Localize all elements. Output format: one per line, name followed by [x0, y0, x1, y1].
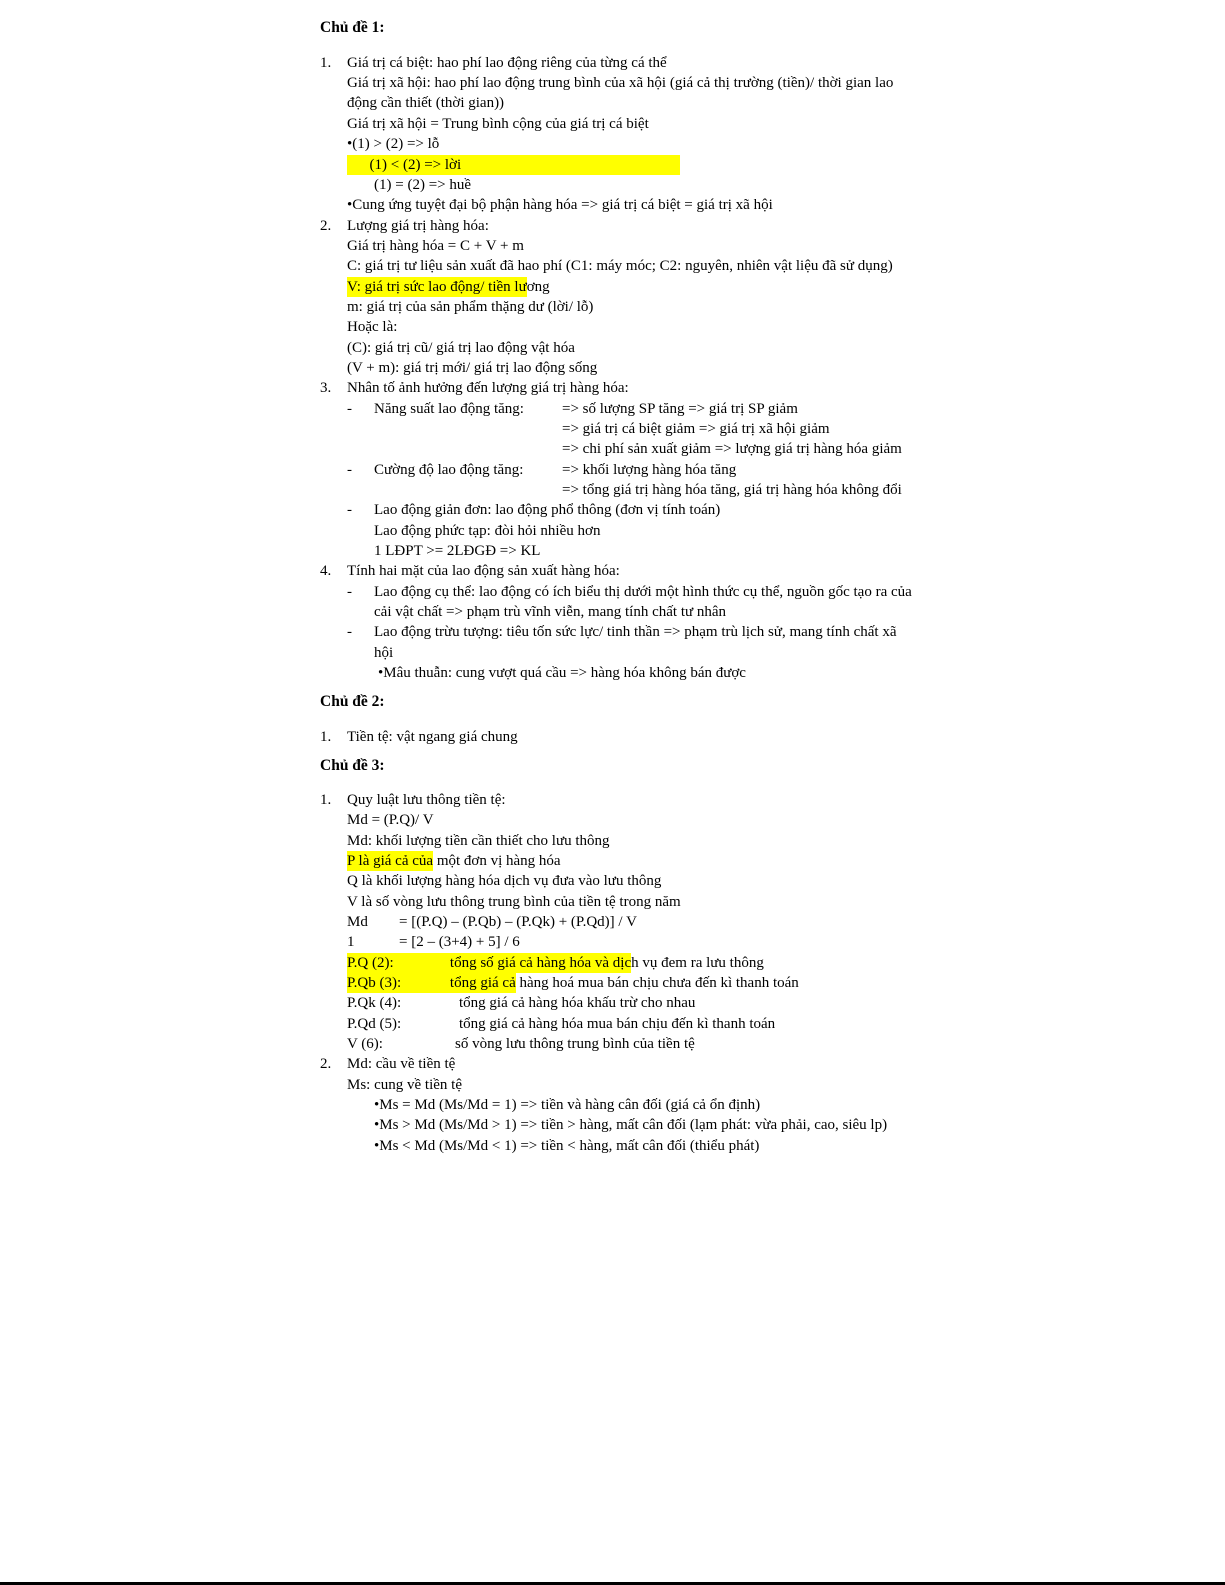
text-line: •Ms < Md (Ms/Md < 1) => tiền < hàng, mất cân đối (thiểu phát) [374, 1138, 760, 1154]
text-line: Md = (P.Q)/ V [347, 812, 434, 828]
text-line: Năng suất lao động tăng: [374, 401, 524, 417]
text-line: => chi phí sản xuất giảm => lượng giá trị hàng hóa giảm [562, 441, 902, 457]
text-line: 1 [347, 934, 355, 950]
text-continuation: một đơn vị hàng hóa [433, 853, 561, 869]
text-line: Hoặc là: [347, 319, 398, 335]
text-line: •(1) > (2) => lỗ [347, 136, 440, 152]
text-line: Giá trị hàng hóa = C + V + m [347, 238, 524, 254]
text-line: P.Qk (4): [347, 995, 402, 1011]
text-line: = [2 – (3+4) + 5] / 6 [399, 934, 520, 950]
text-line: Lượng giá trị hàng hóa: [347, 218, 489, 234]
highlighted-text: P là giá cả của [347, 853, 434, 869]
text-line: => khối lượng hàng hóa tăng [562, 462, 737, 478]
text-line: Ms: cung về tiền tệ [347, 1077, 462, 1093]
section-heading: Chủ đề 1: [320, 19, 385, 36]
text-line: - [347, 401, 352, 417]
list-number: 1. [320, 792, 332, 808]
text-line: m: giá trị của sản phẩm thặng dư (lời/ lỗ) [347, 299, 594, 315]
text-continuation: hàng hoá mua bán chịu chưa đến kì thanh toán [515, 975, 799, 991]
text-line: - [347, 462, 352, 478]
highlighted-text: P.Q (2): tổng số giá cả hàng hóa và dịc [347, 955, 632, 971]
text-line [347, 851, 561, 871]
text-line: Tiền tệ: vật ngang giá chung [347, 729, 518, 745]
list-number: 1. [320, 729, 332, 745]
text-line [347, 973, 799, 993]
text-line: Cường độ lao động tăng: [374, 462, 524, 478]
text-line: •Ms = Md (Ms/Md = 1) => tiền và hàng cân đối (giá cả ổn định) [374, 1097, 761, 1113]
highlighted-text: P.Qb (3): tổng giá cả [347, 975, 516, 991]
text-line: tổng giá cả hàng hóa mua bán chịu đến kì thanh toán [459, 1016, 776, 1032]
text-line: số vòng lưu thông trung bình của tiền tệ [455, 1036, 695, 1052]
text-line: => tổng giá trị hàng hóa tăng, giá trị hàng hóa không đổi [562, 482, 902, 498]
text-line: Giá trị xã hội: hao phí lao động trung bình của xã hội (giá cả thị trường (tiền)/ thời gian lao [347, 75, 894, 91]
text-line: Nhân tố ảnh hưởng đến lượng giá trị hàng hóa: [347, 380, 629, 396]
list-number: 2. [320, 218, 332, 234]
text-line: C: giá trị tư liệu sản xuất đã hao phí (C1: máy móc; C2: nguyên, nhiên vật liệu đã sử dụng) [347, 258, 893, 274]
text-line: => giá trị cá biệt giảm => giá trị xã hội giảm [562, 421, 830, 437]
list-number: 2. [320, 1056, 332, 1072]
text-line: Md [347, 914, 368, 930]
text-line: Lao động cụ thể: lao động có ích biểu thị dưới một hình thức cụ thể, nguồn gốc tạo ra của [374, 584, 912, 600]
text-line: (V + m): giá trị mới/ giá trị lao động sống [347, 360, 598, 376]
text-line: - [347, 584, 352, 600]
text-line: V là số vòng lưu thông trung bình của tiền tệ trong năm [347, 894, 681, 910]
text-line [347, 155, 680, 175]
text-line: Giá trị cá biệt: hao phí lao động riêng của từng cá thể [347, 55, 667, 71]
text-line: P.Qd (5): [347, 1016, 402, 1032]
text-line [347, 277, 550, 297]
text-line: - [347, 502, 352, 518]
text-line: - [347, 624, 352, 640]
text-line: Lao động trừu tượng: tiêu tốn sức lực/ tinh thần => phạm trù lịch sử, mang tính chất xã [374, 624, 897, 640]
section-heading: Chủ đề 2: [320, 693, 385, 710]
text-line: (C): giá trị cũ/ giá trị lao động vật hóa [347, 340, 575, 356]
text-line: hội [374, 645, 394, 661]
text-line: •Mâu thuẫn: cung vượt quá cầu => hàng hóa không bán được [378, 665, 746, 681]
list-number: 4. [320, 563, 332, 579]
text-line: tổng giá cả hàng hóa khấu trừ cho nhau [459, 995, 696, 1011]
text-line: Md: khối lượng tiền cần thiết cho lưu thông [347, 833, 610, 849]
section-heading: Chủ đề 3: [320, 757, 385, 774]
list-number: 3. [320, 380, 332, 396]
text-line [347, 953, 764, 973]
text-line: •Cung ứng tuyệt đại bộ phận hàng hóa => giá trị cá biệt = giá trị xã hội [347, 197, 773, 213]
text-line: Tính hai mặt của lao động sản xuất hàng hóa: [347, 563, 620, 579]
text-line: Lao động giản đơn: lao động phổ thông (đơn vị tính toán) [374, 502, 721, 518]
list-number: 1. [320, 55, 332, 71]
highlighted-text: (1) < (2) => lời [347, 155, 680, 175]
text-line: •Ms > Md (Ms/Md > 1) => tiền > hàng, mất cân đối (lạm phát: vừa phải, cao, siêu lp) [374, 1117, 888, 1133]
text-line: V (6): [347, 1036, 383, 1052]
text-line: Md: cầu về tiền tệ [347, 1056, 456, 1072]
text-line: = [(P.Q) – (P.Qb) – (P.Qk) + (P.Qd)] / V [399, 914, 637, 930]
text-line: cải vật chất => phạm trù vĩnh viễn, mang tính chất tư nhân [374, 604, 727, 620]
text-line: Giá trị xã hội = Trung bình cộng của giá trị cá biệt [347, 116, 649, 132]
text-line: động cần thiết (thời gian)) [347, 95, 505, 111]
text-line: Q là khối lượng hàng hóa dịch vụ đưa vào lưu thông [347, 873, 662, 889]
text-line: Quy luật lưu thông tiền tệ: [347, 792, 506, 808]
text-line: (1) = (2) => huề [374, 177, 472, 193]
text-line: => số lượng SP tăng => giá trị SP giảm [562, 401, 798, 417]
highlighted-text: V: giá trị sức lao động/ tiền lư [347, 279, 527, 295]
text-line: 1 LĐPT >= 2LĐGĐ => KL [374, 543, 541, 559]
text-continuation: h vụ đem ra lưu thông [631, 955, 764, 971]
text-line: Lao động phức tạp: đòi hỏi nhiều hơn [374, 523, 601, 539]
text-continuation: ơng [526, 279, 550, 295]
